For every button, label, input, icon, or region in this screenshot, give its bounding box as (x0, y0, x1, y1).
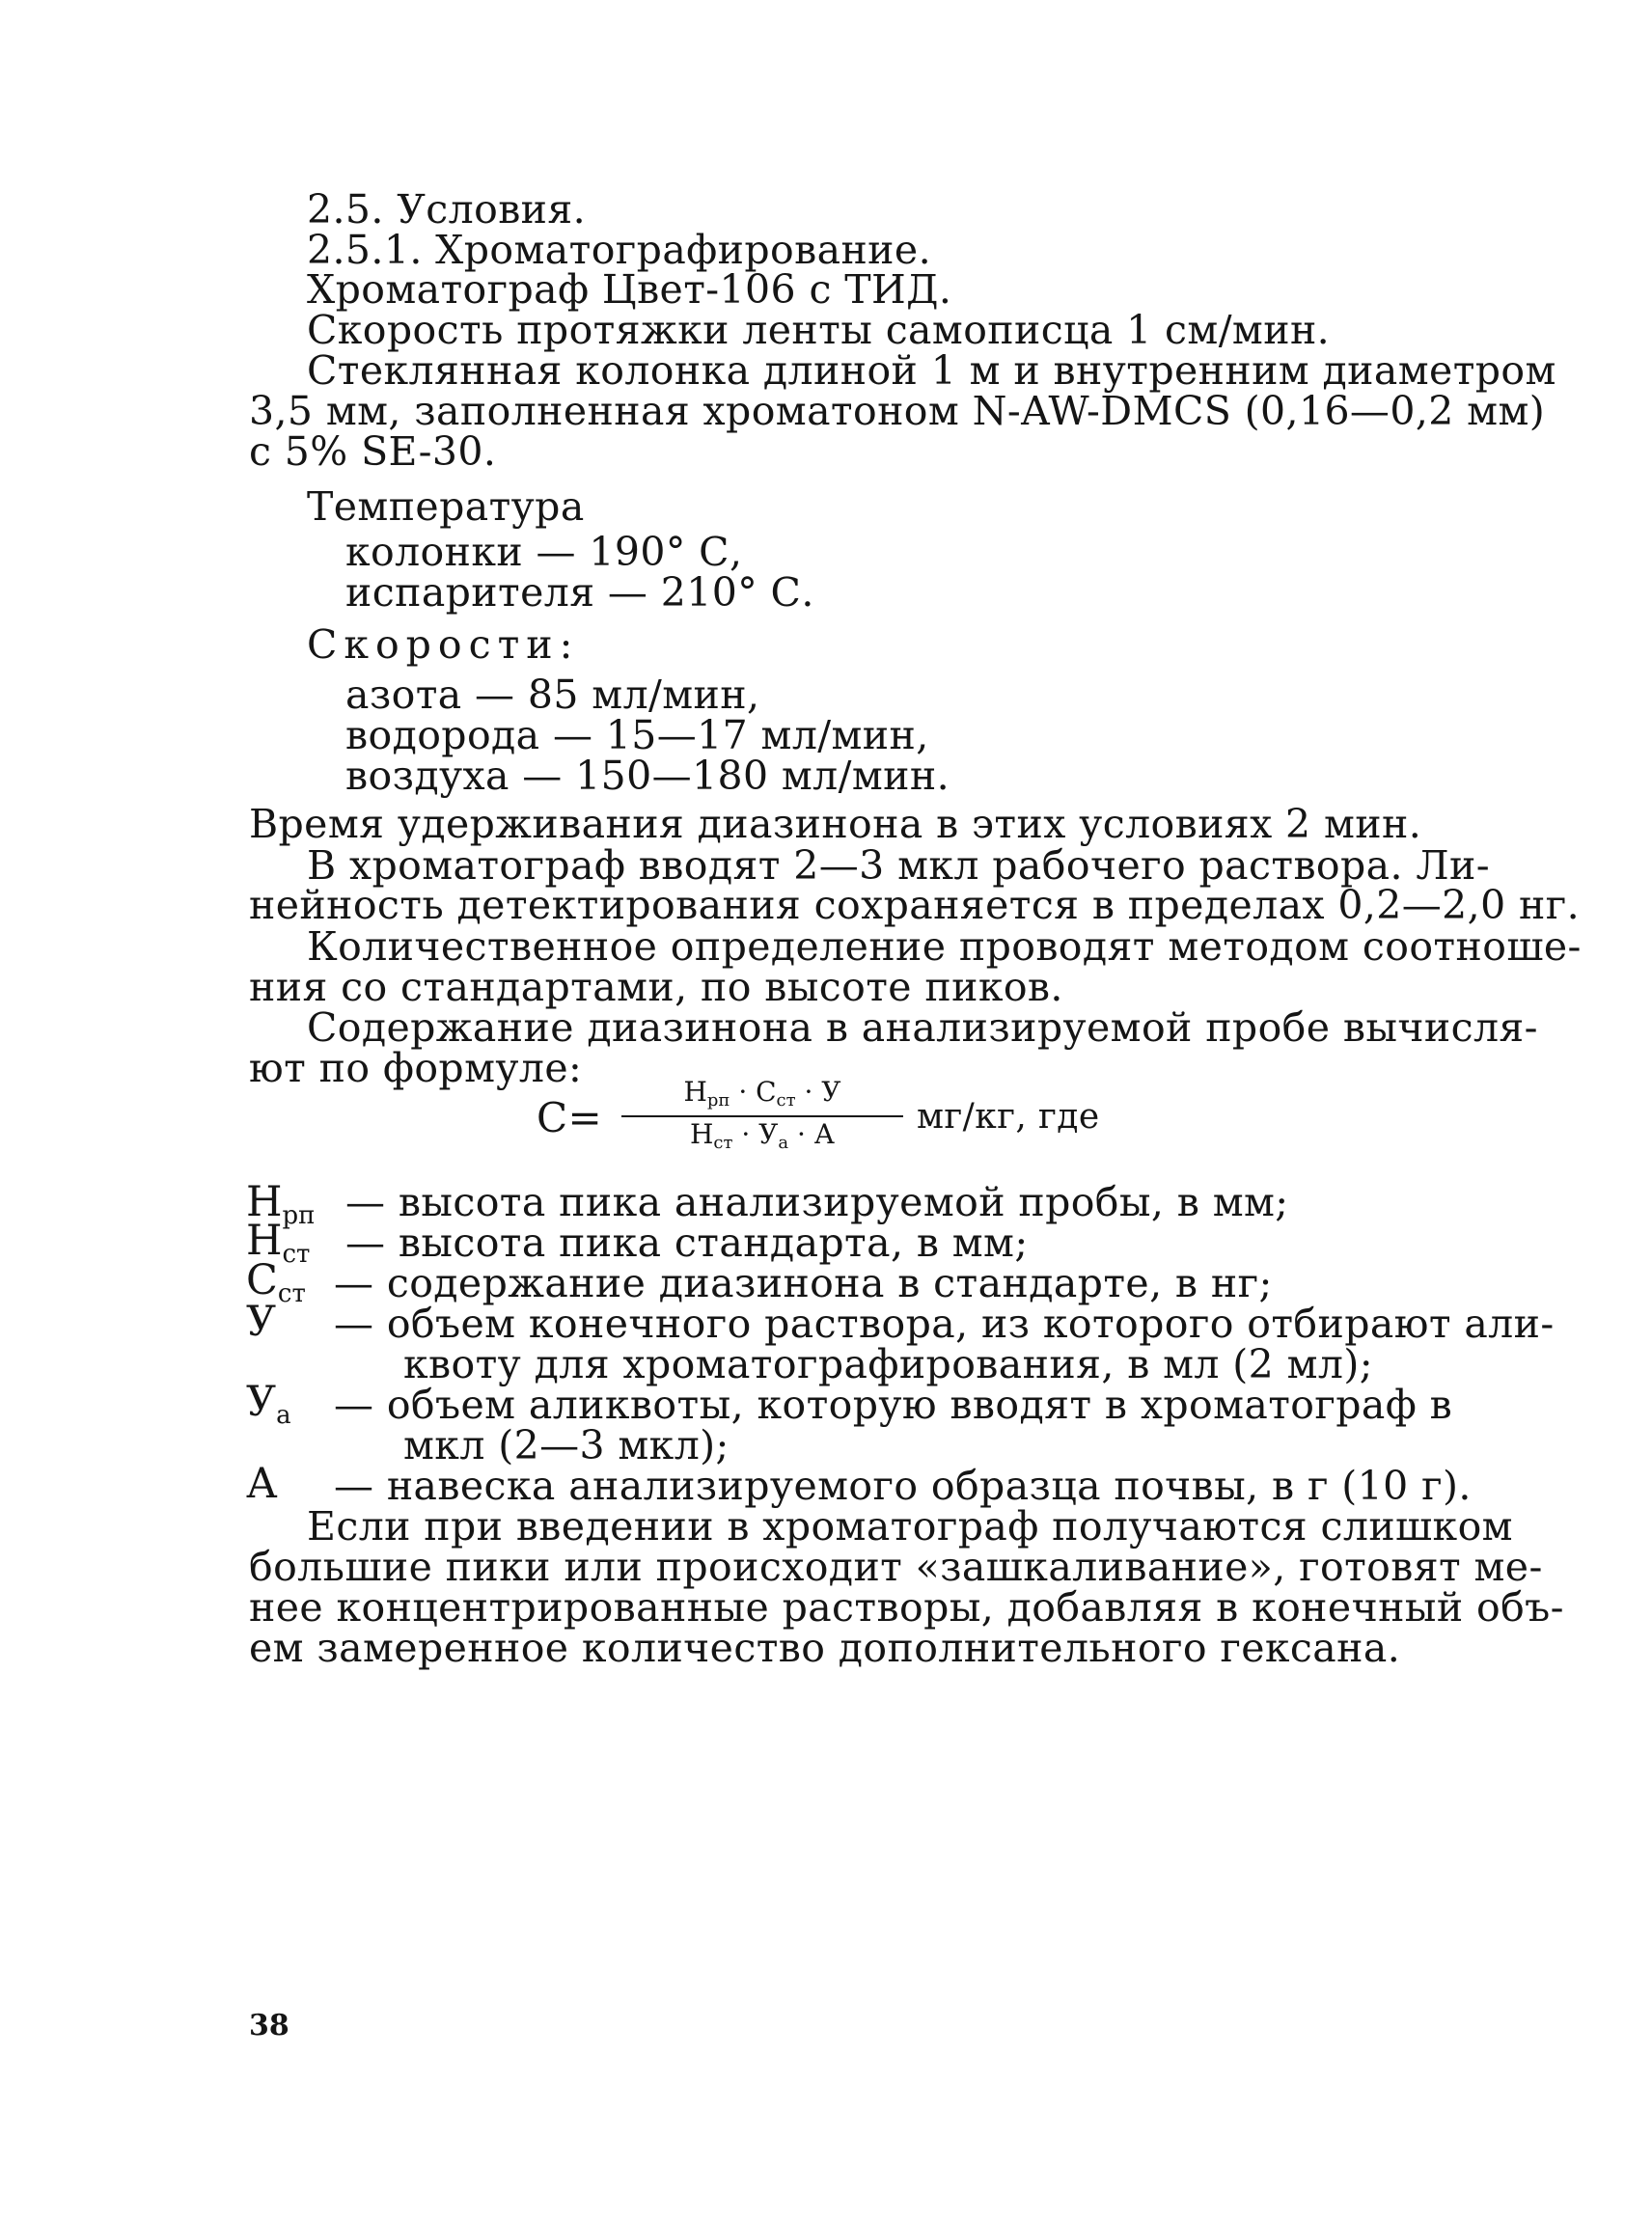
column-line-1: Стеклянная колонка длиной 1 м и внутренним диаметром (307, 347, 1556, 394)
legend-symbol-sub: рп (282, 1201, 316, 1230)
formula-num-h: Н (683, 1076, 707, 1108)
speed-nitrogen: азота — 85 мл/мин, (345, 672, 760, 718)
chromatograph-line: Хроматограф Цвет-106 с ТИД. (307, 266, 952, 313)
page-number: 38 (249, 2009, 289, 2043)
legend-desc: — высота пика стандарта, в мм; (345, 1220, 1029, 1266)
inject-line-2: нейность детектирования сохраняется в пределах 0,2—2,0 нг. (249, 882, 1581, 928)
section-heading: 2.5. Условия. (307, 186, 587, 233)
quant-line-1: Количественное определение проводят методом соотноше- (307, 923, 1582, 970)
temperature-evaporator: испарителя — 210° С. (345, 569, 814, 616)
temperature-heading: Температура (307, 483, 585, 530)
legend-desc: — высота пика анализируемой пробы, в мм; (345, 1179, 1289, 1225)
formula-units: мг/кг, где (917, 1097, 1100, 1137)
content-line-1: Содержание диазинона в анализируемой пробе вычисля- (307, 1004, 1538, 1051)
legend-symbol (246, 1378, 291, 1430)
speed-air: воздуха — 150—180 мл/мин. (345, 753, 950, 799)
legend-symbol-letter: С (246, 1256, 278, 1304)
column-line-3: с 5% SE-30. (249, 428, 497, 475)
formula-num-dot1: · С (730, 1076, 777, 1108)
legend-symbol-sub: ст (277, 1279, 306, 1308)
formula-num-h-sub: рп (706, 1090, 730, 1111)
legend-desc: — объем аликвоты, которую вводят в хроматограф в (334, 1382, 1453, 1428)
closing-line-2: большие пики или происходит «зашкаливание», готовят ме- (249, 1544, 1543, 1590)
legend-symbol (246, 1298, 277, 1346)
speed-hydrogen: водорода — 15—17 мл/мин, (345, 712, 929, 758)
legend-symbol-letter: Н (246, 1217, 283, 1265)
tape-speed-line: Скорость протяжки ленты самописца 1 см/мин. (307, 307, 1331, 353)
legend-desc-cont: квоту для хроматографирования, в мл (2 мл); (403, 1341, 1373, 1387)
legend-symbol-sub: а (276, 1401, 291, 1430)
legend-symbol-letter: У (246, 1378, 277, 1426)
formula-numerator (618, 1076, 907, 1111)
legend-symbol-sub: ст (282, 1240, 311, 1269)
legend-desc: — содержание диазинона в стандарте, в нг; (334, 1260, 1273, 1306)
closing-line-1: Если при введении в хроматограф получаются слишком (307, 1503, 1513, 1550)
formula-den-dot2: · А (788, 1118, 836, 1150)
legend-symbol-letter: У (246, 1298, 277, 1346)
speeds-heading: Скорости: (307, 621, 580, 668)
retention-line: Время удерживания диазинона в этих условиях 2 мин. (249, 801, 1422, 847)
formula-den-u-sub: а (778, 1133, 789, 1153)
formula-num-dot2: · У (795, 1076, 841, 1108)
formula-num-c-sub: ст (776, 1090, 796, 1111)
temperature-column: колонки — 190° С, (345, 529, 743, 575)
legend-desc-cont: мкл (2—3 мкл); (403, 1422, 730, 1468)
quant-line-2: ния со стандартами, по высоте пиков. (249, 964, 1063, 1010)
legend-symbol-letter: Н (246, 1178, 283, 1226)
formula-den-h-sub: ст (713, 1133, 733, 1153)
subsection-heading: 2.5.1. Хроматографирование. (307, 227, 932, 273)
legend-symbol-letter: А (246, 1460, 278, 1508)
inject-line-1: В хроматограф вводят 2—3 мкл рабочего раствора. Ли- (307, 842, 1490, 889)
column-line-2: 3,5 мм, заполненная хроматоном N-AW-DMCS (0,16—0,2 мм) (249, 388, 1546, 434)
content-line-2: ют по формуле: (249, 1045, 583, 1091)
formula-den-dot1: · У (732, 1118, 779, 1150)
legend-symbol (246, 1460, 278, 1508)
formula-lhs: С= (537, 1094, 603, 1141)
fraction-bar (621, 1115, 903, 1117)
legend-desc: — объем конечного раствора, из которого отбирают али- (334, 1301, 1555, 1347)
legend-desc: — навеска анализируемого образца почвы, в г (10 г). (334, 1463, 1472, 1509)
closing-line-3: нее концентрированные растворы, добавляя в конечный объ- (249, 1584, 1564, 1631)
closing-line-4: ем замеренное количество дополнительного гексана. (249, 1625, 1401, 1671)
formula-denominator (618, 1118, 907, 1153)
formula-den-h: Н (689, 1118, 714, 1150)
